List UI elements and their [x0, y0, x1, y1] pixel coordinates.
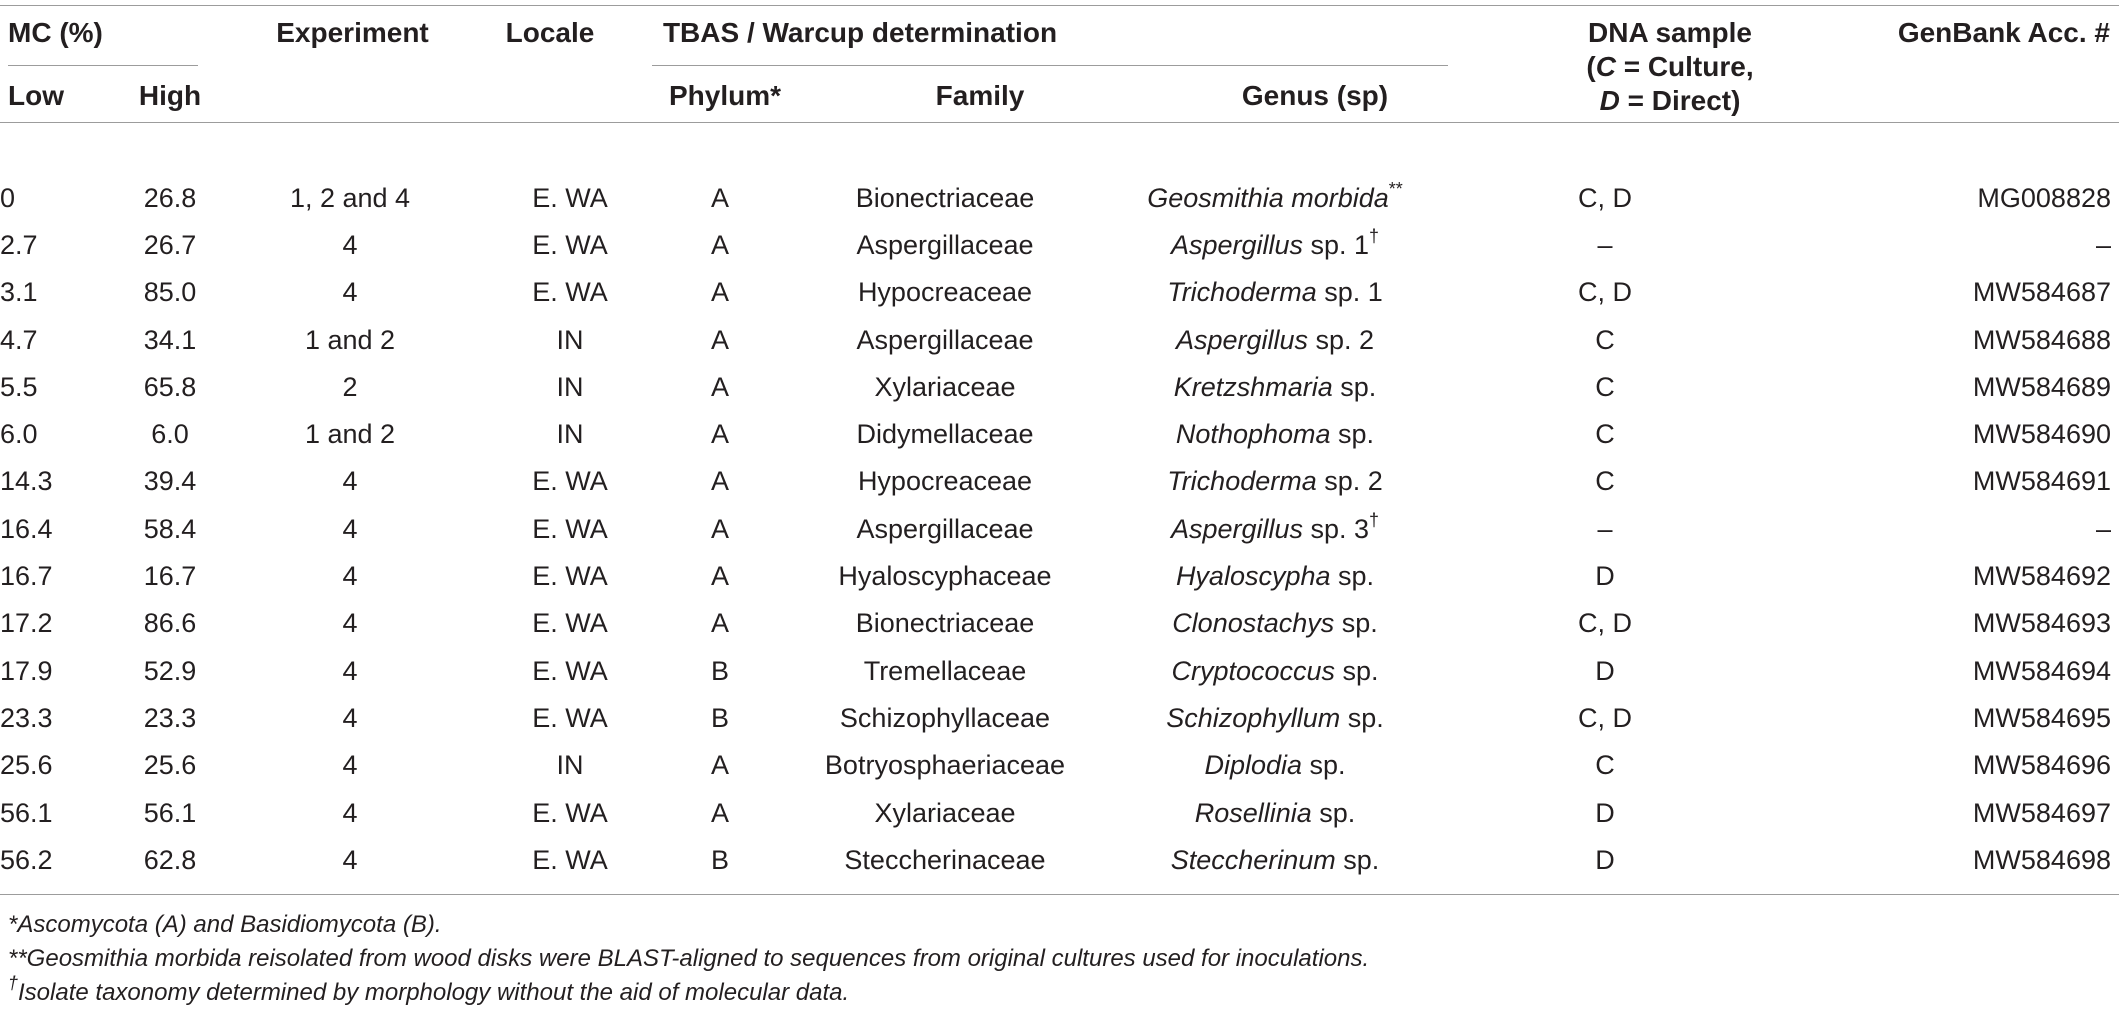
genus-suffix: sp. 2	[1308, 324, 1375, 355]
cell-experiment: 4	[342, 655, 358, 686]
cell-locale: E. WA	[532, 466, 608, 497]
cell-mc-low: 4.7	[0, 324, 38, 355]
cell-experiment: 4	[342, 608, 358, 639]
table-row	[0, 647, 2119, 694]
cell-mc-low: 23.3	[0, 702, 53, 733]
cell-family: Didymellaceae	[856, 419, 1034, 450]
cell-genbank: MW584696	[1972, 750, 2111, 781]
cell-experiment: 1, 2 and 4	[289, 182, 411, 213]
cell-family: Bionectriaceae	[855, 608, 1035, 639]
cell-phylum: A	[710, 324, 729, 355]
cell-mc-high: 58.4	[143, 513, 197, 544]
cell-genus	[1110, 221, 1440, 268]
cell-mc-high: 6.0	[151, 419, 189, 450]
cell-family: Aspergillaceae	[856, 324, 1034, 355]
cell-genbank: MG008828	[1977, 182, 2111, 213]
table-row	[0, 505, 2119, 552]
cell-phylum: A	[710, 419, 729, 450]
cell-dna-sample: –	[1597, 229, 1613, 260]
cell-family: Hypocreaceae	[857, 277, 1033, 308]
cell-family: Bionectriaceae	[855, 182, 1035, 213]
cell-experiment: 2	[342, 371, 358, 402]
cell-dna-sample: C, D	[1578, 277, 1632, 308]
cell-mc-low: 6.0	[0, 419, 38, 450]
cell-mc-low: 3.1	[0, 277, 38, 308]
table-row	[0, 694, 2119, 741]
footnote-geosmithia: **Geosmithia morbida reisolated from wood disks were BLAST-aligned to sequences from original cultures used for inoculations.	[8, 945, 1370, 972]
cell-dna-sample: C	[1595, 324, 1615, 355]
top-rule	[0, 5, 2119, 6]
header-dna-line2: (C = Culture,	[1586, 51, 1754, 82]
cell-locale: E. WA	[532, 513, 608, 544]
cell-genbank: MW584692	[1972, 561, 2111, 592]
table-row	[0, 221, 2119, 268]
data-table	[0, 174, 2119, 883]
genus-suffix: sp. 1	[1303, 229, 1370, 260]
cell-phylum: A	[710, 466, 729, 497]
cell-genbank: MW584697	[1972, 797, 2111, 828]
cell-genbank: MW584689	[1972, 371, 2111, 402]
genus-name: Nothophoma	[1175, 419, 1331, 450]
cell-dna-sample: C, D	[1578, 608, 1632, 639]
genus-name: Geosmithia morbida	[1147, 182, 1389, 213]
cell-phylum: A	[710, 608, 729, 639]
header-dna-line3: D = Direct)	[1599, 85, 1741, 116]
cell-genus	[1110, 600, 1440, 647]
genus-name: Cryptococcus	[1171, 655, 1336, 686]
cell-genus	[1110, 458, 1440, 505]
genus-name: Clonostachys	[1172, 608, 1335, 639]
cell-mc-high: 62.8	[143, 844, 197, 875]
cell-mc-low: 56.1	[0, 797, 53, 828]
cell-genbank: MW584690	[1972, 419, 2111, 450]
cell-dna-sample: C	[1595, 750, 1615, 781]
table-row	[0, 458, 2119, 505]
cell-mc-low: 2.7	[0, 229, 38, 260]
genus-suffix: sp.	[1334, 608, 1378, 639]
table-row	[0, 742, 2119, 789]
cell-genus	[1110, 410, 1440, 457]
cell-family: Schizophyllaceae	[839, 702, 1051, 733]
cell-phylum: A	[710, 182, 729, 213]
cell-mc-low: 0	[0, 182, 16, 213]
cell-mc-high: 26.7	[143, 229, 197, 260]
genus-suffix: sp.	[1335, 844, 1380, 875]
genus-name: Diplodia	[1204, 750, 1303, 781]
cell-experiment: 1 and 2	[304, 324, 396, 355]
cell-dna-sample: D	[1595, 844, 1615, 875]
cell-dna-sample: C	[1595, 466, 1615, 497]
cell-family: Xylariaceae	[874, 371, 1016, 402]
cell-genbank: MW584694	[1972, 655, 2111, 686]
cell-experiment: 4	[342, 513, 358, 544]
cell-phylum: A	[710, 513, 729, 544]
cell-dna-sample: D	[1595, 797, 1615, 828]
cell-genbank: –	[2095, 513, 2111, 544]
header-phylum: Phylum*	[668, 80, 782, 111]
header-locale: Locale	[505, 17, 595, 48]
header-mc-group: MC (%)	[8, 17, 103, 48]
cell-genbank: MW584688	[1972, 324, 2111, 355]
cell-experiment: 4	[342, 702, 358, 733]
genus-suffix: sp. 1	[1316, 277, 1383, 308]
cell-dna-sample: D	[1595, 655, 1615, 686]
table-row	[0, 600, 2119, 647]
cell-genus	[1110, 316, 1440, 363]
cell-mc-high: 52.9	[143, 655, 197, 686]
cell-locale: E. WA	[532, 844, 608, 875]
cell-genus	[1110, 836, 1440, 883]
header-family: Family	[935, 80, 1025, 111]
cell-dna-sample: C, D	[1578, 702, 1632, 733]
footnote-mark: **	[1388, 178, 1403, 199]
cell-locale: IN	[556, 371, 584, 402]
genus-name: Hyaloscypha	[1175, 561, 1331, 592]
cell-locale: E. WA	[532, 182, 608, 213]
cell-genbank: MW584693	[1972, 608, 2111, 639]
header-mc-high: High	[138, 80, 202, 111]
cell-mc-low: 17.2	[0, 608, 53, 639]
cell-mc-high: 25.6	[143, 750, 197, 781]
table-row	[0, 363, 2119, 410]
header-rule	[0, 122, 2119, 123]
cell-dna-sample: C	[1595, 371, 1615, 402]
header-experiment: Experiment	[276, 17, 429, 48]
cell-experiment: 4	[342, 750, 358, 781]
cell-locale: IN	[556, 324, 584, 355]
genus-suffix: sp.	[1330, 419, 1375, 450]
cell-phylum: B	[710, 844, 729, 875]
header-genbank: GenBank Acc. #	[1897, 17, 2110, 48]
header-tbas-group: TBAS / Warcup determination	[662, 17, 1058, 48]
cell-family: Tremellaceae	[863, 655, 1027, 686]
header-dna-sample	[1570, 16, 1770, 118]
table-body	[0, 174, 2119, 883]
cell-mc-high: 86.6	[143, 608, 197, 639]
cell-genus	[1110, 269, 1440, 316]
cell-mc-high: 65.8	[143, 371, 197, 402]
cell-family: Botryosphaeriaceae	[824, 750, 1066, 781]
genus-name: Aspergillus	[1170, 229, 1303, 260]
bottom-rule	[0, 894, 2119, 895]
genus-suffix: sp. 3	[1303, 513, 1370, 544]
cell-phylum: A	[710, 561, 729, 592]
cell-dna-sample: D	[1595, 561, 1615, 592]
cell-phylum: A	[710, 277, 729, 308]
cell-mc-low: 16.4	[0, 513, 53, 544]
cell-genbank: MW584698	[1972, 844, 2111, 875]
cell-phylum: A	[710, 750, 729, 781]
cell-genbank: –	[2095, 229, 2111, 260]
genus-name: Aspergillus	[1175, 324, 1308, 355]
cell-mc-low: 56.2	[0, 844, 53, 875]
cell-family: Steccherinaceae	[844, 844, 1046, 875]
cell-experiment: 4	[342, 277, 358, 308]
cell-mc-high: 26.8	[143, 182, 197, 213]
mc-spanner-rule	[8, 65, 198, 66]
cell-mc-high: 56.1	[143, 797, 197, 828]
cell-genus	[1110, 174, 1440, 221]
cell-dna-sample: C, D	[1578, 182, 1632, 213]
cell-experiment: 4	[342, 844, 358, 875]
cell-locale: E. WA	[532, 797, 608, 828]
cell-genus	[1110, 647, 1440, 694]
cell-phylum: A	[710, 229, 729, 260]
cell-mc-high: 39.4	[143, 466, 197, 497]
cell-locale: E. WA	[532, 655, 608, 686]
cell-phylum: B	[710, 702, 729, 733]
cell-genus	[1110, 694, 1440, 741]
cell-dna-sample: C	[1595, 419, 1615, 450]
cell-locale: IN	[556, 750, 584, 781]
genus-name: Trichoderma	[1167, 466, 1317, 497]
genus-name: Trichoderma	[1167, 277, 1317, 308]
genus-name: Rosellinia	[1194, 797, 1312, 828]
cell-genus	[1110, 363, 1440, 410]
genus-suffix: sp.	[1340, 702, 1384, 733]
genus-suffix: sp.	[1311, 797, 1356, 828]
cell-genus	[1110, 552, 1440, 599]
footnotes	[8, 908, 1369, 1010]
cell-genbank: MW584691	[1972, 466, 2111, 497]
cell-family: Aspergillaceae	[856, 513, 1034, 544]
cell-genus	[1110, 505, 1440, 552]
footnote-mark: †	[1369, 509, 1380, 530]
cell-genbank: MW584687	[1972, 277, 2111, 308]
cell-locale: E. WA	[532, 702, 608, 733]
cell-locale: E. WA	[532, 608, 608, 639]
table-row	[0, 552, 2119, 599]
cell-mc-low: 16.7	[0, 561, 53, 592]
cell-mc-high: 34.1	[143, 324, 197, 355]
cell-mc-high: 16.7	[143, 561, 197, 592]
footnote-phylum: *Ascomycota (A) and Basidiomycota (B).	[8, 911, 442, 938]
table-row	[0, 789, 2119, 836]
table-row	[0, 836, 2119, 883]
genus-name: Kretzshmaria	[1173, 371, 1333, 402]
table-row	[0, 316, 2119, 363]
cell-experiment: 4	[342, 561, 358, 592]
cell-mc-high: 85.0	[143, 277, 197, 308]
cell-family: Hyaloscyphaceae	[838, 561, 1052, 592]
cell-family: Xylariaceae	[874, 797, 1016, 828]
header-mc-low: Low	[8, 80, 64, 111]
cell-locale: E. WA	[532, 229, 608, 260]
footnote-mark: †	[1369, 225, 1380, 246]
header-genus: Genus (sp)	[1241, 80, 1389, 111]
genus-name: Schizophyllum	[1166, 702, 1341, 733]
cell-mc-low: 5.5	[0, 371, 38, 402]
cell-family: Aspergillaceae	[856, 229, 1034, 260]
tbas-spanner-rule	[652, 65, 1448, 66]
cell-mc-high: 23.3	[143, 702, 197, 733]
genus-suffix: sp. 2	[1316, 466, 1383, 497]
cell-genus	[1110, 789, 1440, 836]
genus-suffix: sp.	[1330, 561, 1375, 592]
genus-suffix: sp.	[1302, 750, 1346, 781]
cell-locale: E. WA	[532, 277, 608, 308]
cell-locale: E. WA	[532, 561, 608, 592]
cell-phylum: B	[710, 655, 729, 686]
cell-dna-sample: –	[1597, 513, 1613, 544]
cell-mc-low: 17.9	[0, 655, 53, 686]
genus-name: Aspergillus	[1170, 513, 1303, 544]
table-row	[0, 174, 2119, 221]
cell-phylum: A	[710, 371, 729, 402]
cell-experiment: 4	[342, 229, 358, 260]
genus-suffix: sp.	[1335, 655, 1379, 686]
genus-name: Steccherinum	[1170, 844, 1336, 875]
cell-experiment: 4	[342, 466, 358, 497]
cell-family: Hypocreaceae	[857, 466, 1033, 497]
footnote-dagger: †Isolate taxonomy determined by morphology without the aid of molecular data.	[8, 973, 850, 1006]
table-row	[0, 410, 2119, 457]
cell-phylum: A	[710, 797, 729, 828]
table-row	[0, 269, 2119, 316]
genus-suffix: sp.	[1332, 371, 1377, 402]
cell-genus	[1110, 742, 1440, 789]
cell-genbank: MW584695	[1972, 702, 2111, 733]
cell-mc-low: 14.3	[0, 466, 53, 497]
cell-locale: IN	[556, 419, 584, 450]
cell-mc-low: 25.6	[0, 750, 53, 781]
cell-experiment: 1 and 2	[304, 419, 396, 450]
header-dna-line1: DNA sample	[1588, 17, 1752, 48]
cell-experiment: 4	[342, 797, 358, 828]
